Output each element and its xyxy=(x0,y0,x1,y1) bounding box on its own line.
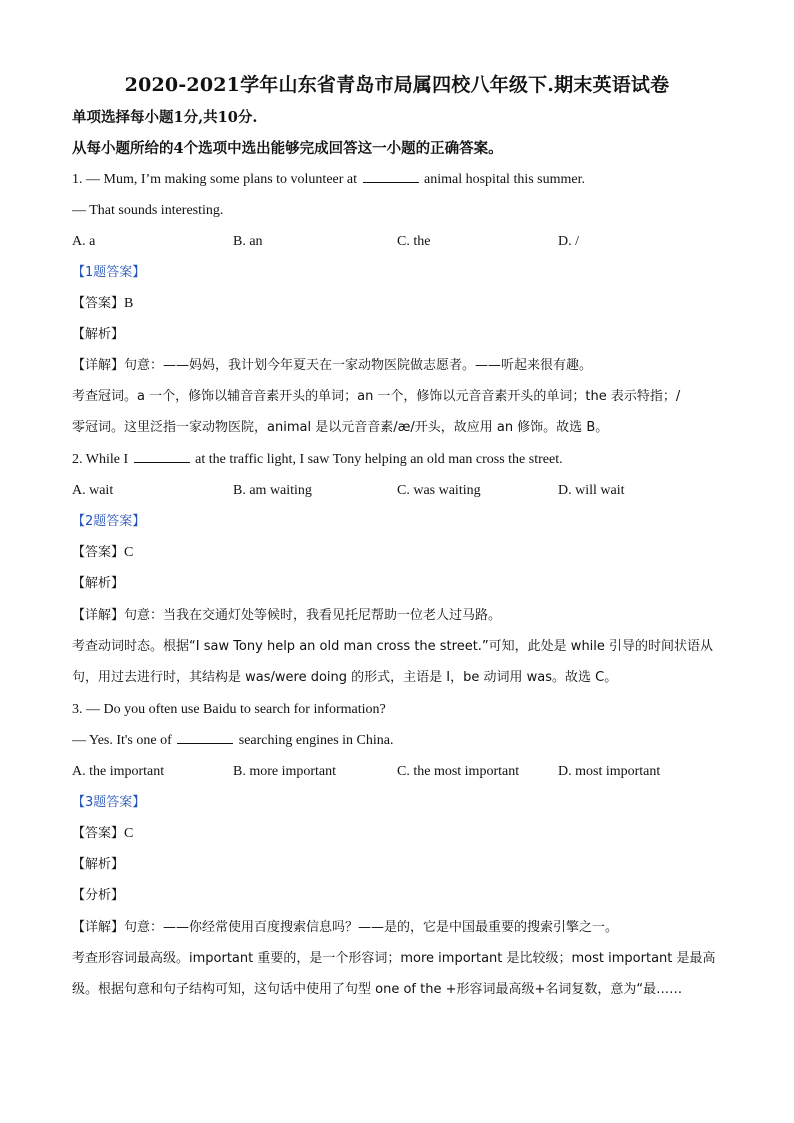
question-2-detail-2: 考查动词时态。根据“I saw Tony help an old man cross the street.”可知，此处是 while 引导的时间状语从 xyxy=(72,639,714,654)
question-3-detail-1: 【详解】句意：——你经常使用百度搜索信息吗？——是的，它是中国最重要的搜索引擎之一。 xyxy=(72,920,619,935)
answer-value: C xyxy=(124,826,134,841)
answer-value: C xyxy=(124,545,134,560)
question-2-option-c: C. was waiting xyxy=(397,483,481,498)
question-2-option-d: D. will wait xyxy=(558,483,625,498)
question-3-analysis-label: 【解析】 xyxy=(72,857,125,872)
answer-blank xyxy=(134,450,190,463)
section-heading: 单项选择每小题1分,共10分. xyxy=(72,109,258,126)
question-2-detail-1: 【详解】句意：当我在交通灯处等候时，我看见托尼帮助一位老人过马路。 xyxy=(72,608,502,623)
question-2-option-a: A. wait xyxy=(72,483,114,498)
question-3-option-c: C. the most important xyxy=(397,764,520,779)
question-2-answer-tag: 【2题答案】 xyxy=(72,514,146,529)
page-title: 2020-2021学年山东省青岛市局属四校八年级下.期末英语试卷 xyxy=(124,74,670,96)
question-2-prompt-start: 2. While I xyxy=(72,452,129,467)
question-1-detail-2: 考查冠词。a 一个，修饰以辅音音素开头的单词；an 一个，修饰以元音音素开头的单词；the 表示特指；/ xyxy=(72,389,681,404)
question-2-option-b: B. am waiting xyxy=(233,483,312,498)
question-3-option-d: D. most important xyxy=(558,764,661,779)
answer-label: 【答案】 xyxy=(72,826,125,841)
question-3-answer-tag: 【3题答案】 xyxy=(72,795,146,810)
question-2-detail-3: 句，用过去进行时，其结构是 was/were doing 的形式，主语是 I，be 动词用 was。故选 C。 xyxy=(72,670,618,685)
question-3-option-b: B. more important xyxy=(233,764,337,779)
question-3-reply xyxy=(72,731,394,751)
question-1-detail-3: 零冠词。这里泛指一家动物医院，animal 是以元音音素/æ/开头，故应用 an 修饰。故选 B。 xyxy=(72,420,609,435)
question-1-answer xyxy=(72,294,133,314)
question-2-answer xyxy=(72,543,133,563)
question-2-prompt xyxy=(72,450,563,470)
answer-label: 【答案】 xyxy=(72,545,125,560)
answer-label: 【答案】 xyxy=(72,296,125,311)
question-3-detail-3: 级。根据句意和句子结构可知，这句话中使用了句型 one of the +形容词最高级+名词复数，意为“最…… xyxy=(72,982,683,997)
question-3-option-a: A. the important xyxy=(72,764,165,779)
question-1-detail-1: 【详解】句意：——妈妈，我计划今年夏天在一家动物医院做志愿者。——听起来很有趣。 xyxy=(72,358,593,373)
question-1-reply: — That sounds interesting. xyxy=(72,203,224,218)
answer-value: B xyxy=(124,296,134,311)
question-3-reply-start: — Yes. It's one of xyxy=(72,733,172,748)
question-3-answer xyxy=(72,824,133,844)
question-1-answer-tag: 【1题答案】 xyxy=(72,265,146,280)
question-1-prompt-end: animal hospital this summer. xyxy=(424,172,586,187)
answer-blank xyxy=(177,731,233,744)
question-2-analysis-label: 【解析】 xyxy=(72,576,125,591)
answer-blank xyxy=(363,170,419,183)
question-1-option-d: D. / xyxy=(558,234,579,249)
question-1-option-c: C. the xyxy=(397,234,431,249)
question-1-prompt xyxy=(72,170,585,190)
question-3-detail-2: 考查形容词最高级。important 重要的，是一个形容词；more important 是比较级；most important 是最高 xyxy=(72,951,716,966)
question-3-reply-end: searching engines in China. xyxy=(238,733,394,748)
question-1-prompt-start: 1. — Mum, I’m making some plans to volunteer at xyxy=(72,172,358,187)
question-1-option-b: B. an xyxy=(233,234,263,249)
question-2-prompt-end: at the traffic light, I saw Tony helping an old man cross the street. xyxy=(195,452,563,467)
question-3-prompt: 3. — Do you often use Baidu to search for information? xyxy=(72,702,386,717)
question-1-option-a: A. a xyxy=(72,234,96,249)
question-1-analysis-label: 【解析】 xyxy=(72,327,125,342)
instruction: 从每小题所给的4个选项中选出能够完成回答这一小题的正确答案。 xyxy=(72,140,503,157)
question-3-fenxi-label: 【分析】 xyxy=(72,888,125,903)
